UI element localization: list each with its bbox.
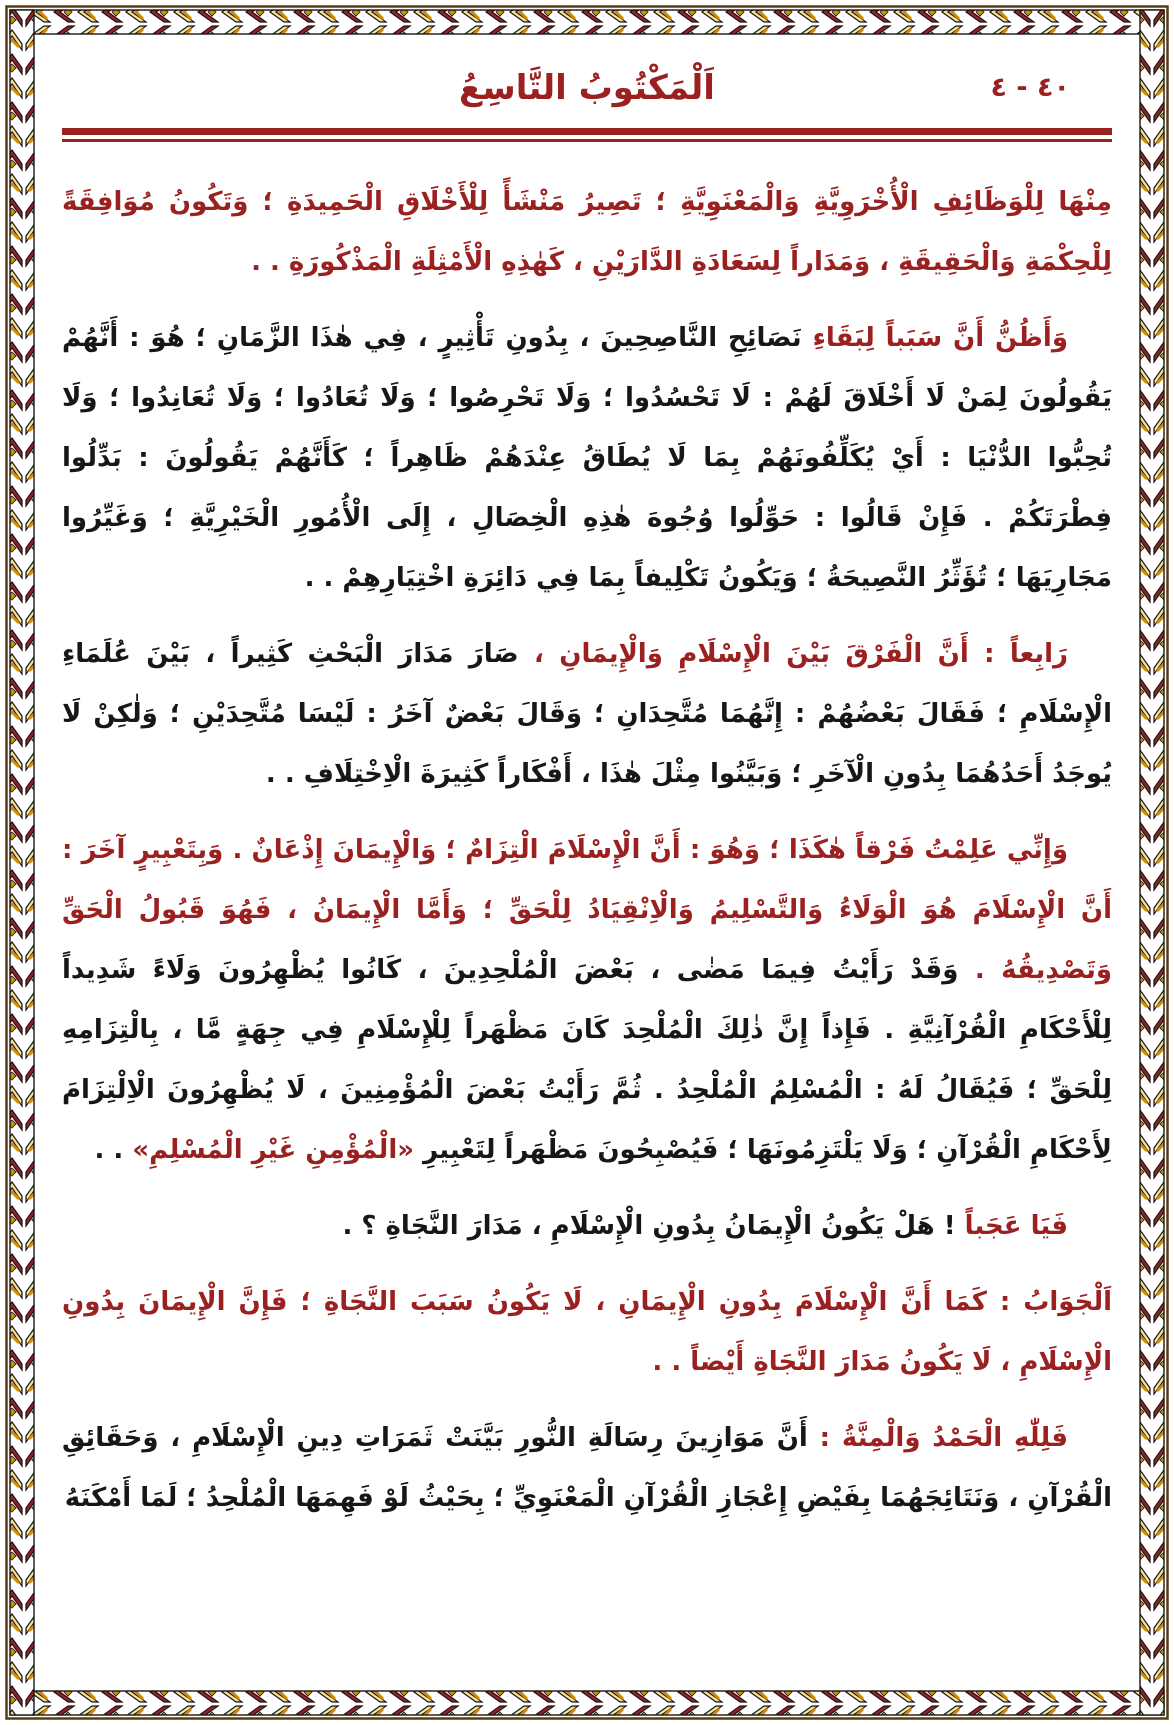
page-header (62, 56, 1112, 120)
paragraph (62, 308, 1112, 608)
text-segment: وَإِنِّي عَلِمْتُ فَرْقاً هٰكَذَا ؛ وَهُوَ : أَنَّ الْإِسْلَامَ الْتِزَامٌ ؛ وَالْإِيمَانَ إِذْعَانٌ . وَبِتَعْبِيرٍ آخَرَ : أَنَّ الْإِسْلَامَ هُوَ الْوَلَاءُ وَالتَّسْلِيمُ وَالْاِنْقِيَادُ لِلْحَقِّ ؛ وَأَمَّا الْإِيمَانُ ، فَهُوَ قَبُولُ الْحَقِّ وَتَصْدِيقُهُ . (62, 835, 1112, 985)
text-segment: صَارَ مَدَارَ الْبَحْثِ كَثِيراً ، بَيْنَ عُلَمَاءِ الْإِسْلَامِ ؛ فَقَالَ بَعْضُهُمْ : إِنَّهُمَا مُتَّحِدَانِ ؛ وَقَالَ بَعْضٌ آخَرُ : لَيْسَا مُتَّحِدَيْنِ ؛ وَلٰكِنْ لَا يُوجَدُ أَحَدُهُمَا بِدُونِ الْآخَرِ ؛ وَبَيَّنُوا مِثْلَ هٰذَا ، أَفْكَاراً كَثِيرَةَ الْاِخْتِلَافِ . . (62, 639, 1112, 789)
text-segment: . . (94, 1135, 133, 1165)
text-segment: وَقَدْ رَأَيْتُ فِيمَا مَضٰى ، بَعْضَ الْمُلْحِدِينَ ، كَانُوا يُظْهِرُونَ وَلَاءً شَدِيداً لِلْأَحْكَامِ الْقُرْآنِيَّةِ . فَإِذاً إِنَّ ذٰلِكَ الْمُلْحِدَ كَانَ مَظْهَراً لِلْإِسْلَامِ فِي جِهَةٍ مَّا ، بِالْتِزَامِهِ لِلْحَقِّ ؛ فَيُقَالُ لَهُ : الْمُسْلِمُ الْمُلْحِدُ . ثُمَّ رَأَيْتُ بَعْضَ الْمُؤْمِنِينَ ، لَا يُظْهِرُونَ الْاِلْتِزَامَ لِأَحْكَامِ الْقُرْآنِ ؛ وَلَا يَلْتَزِمُونَهَا ؛ فَيُصْبِحُونَ مَظْهَراً لِتَعْبِيرِ (62, 955, 1112, 1165)
page-title: اَلْمَكْتُوبُ التَّاسِعُ (459, 68, 715, 108)
text-segment: وَأَظُنُّ أَنَّ سَبَباً لِبَقَاءِ (801, 323, 1068, 353)
paragraph (62, 820, 1112, 1180)
text-segment: فَيَا عَجَباً (955, 1211, 1068, 1241)
text-segment: أَنَّ مَوَازِينَ رِسَالَةِ النُّورِ بَيَّنَتْ ثَمَرَاتِ دِينِ الْإِسْلَامِ ، وَحَقَائِقِ الْقُرْآنِ ، وَنَتَائِجَهُمَا بِفَيْضِ إِعْجَازِ الْقُرْآنِ الْمَعْنَوِيِّ ؛ بِحَيْثُ لَوْ فَهِمَهَا الْمُلْحِدُ ؛ لَمَا أَمْكَنَهُ (62, 1423, 1112, 1513)
text-segment: «الْمُؤْمِنِ غَيْرِ الْمُسْلِمِ» (132, 1135, 415, 1165)
document-body (62, 172, 1112, 1528)
header-rule-thick (62, 128, 1112, 135)
paragraph (62, 1196, 1112, 1256)
text-segment: ! هَلْ يَكُونُ الْإِيمَانُ بِدُونِ الْإِسْلَامِ ، مَدَارَ النَّجَاةِ ؟ . (342, 1211, 956, 1241)
header-rule-thin (62, 139, 1112, 142)
paragraph (62, 1408, 1112, 1528)
text-segment: رَابِعاً : أَنَّ الْفَرْقَ بَيْنَ الْإِسْلَامِ وَالْإِيمَانِ ، (518, 639, 1068, 669)
page-number: ٤٠ - ٤ (990, 72, 1070, 103)
text-segment: فَلِلّٰهِ الْحَمْدُ وَالْمِنَّةُ : (807, 1423, 1068, 1453)
page-content (62, 56, 1112, 1528)
text-segment: اَلْجَوَابُ : كَمَا أَنَّ الْإِسْلَامَ بِدُونِ الْإِيمَانِ ، لَا يَكُونُ سَبَبَ النَّجَاةِ ؛ فَإِنَّ الْإِيمَانَ بِدُونِ الْإِسْلَامِ ، لَا يَكُونُ مَدَارَ النَّجَاةِ أَيْضاً . . (62, 1287, 1112, 1377)
text-segment: مِنْهَا لِلْوَظَائِفِ الْأُخْرَوِيَّةِ وَالْمَعْنَوِيَّةِ ؛ تَصِيرُ مَنْشَأً لِلْأَخْلَاقِ الْحَمِيدَةِ ؛ وَتَكُونُ مُوَافِقَةً لِلْحِكْمَةِ وَالْحَقِيقَةِ ، وَمَدَاراً لِسَعَادَةِ الدَّارَيْنِ ، كَهٰذِهِ الْأَمْثِلَةِ الْمَذْكُورَةِ . . (62, 187, 1112, 277)
paragraph (62, 1272, 1112, 1392)
paragraph (62, 172, 1112, 292)
text-segment: نَصَائِحِ النَّاصِحِينَ ، بِدُونِ تَأْثِيرٍ ، فِي هٰذَا الزَّمَانِ ؛ هُوَ : أَنَّهُمْ يَقُولُونَ لِمَنْ لَا أَخْلَاقَ لَهُمْ : لَا تَحْسُدُوا ؛ وَلَا تَحْرِصُوا ؛ وَلَا تُعَادُوا ؛ وَلَا تُعَانِدُوا ؛ وَلَا تُحِبُّوا الدُّنْيَا : أَيْ يُكَلِّفُونَهُمْ بِمَا لَا يُطَاقُ عِنْدَهُمْ ظَاهِراً ؛ كَأَنَّهُمْ يَقُولُونَ : بَدِّلُوا فِطْرَتَكُمْ . فَإِنْ قَالُوا : حَوِّلُوا وُجُوهَ هٰذِهِ الْخِصَالِ ، إِلَى الْأُمُورِ الْخَيْرِيَّةِ ؛ وَغَيِّرُوا مَجَارِيَهَا ؛ تُؤَثِّرُ النَّصِيحَةُ ؛ وَيَكُونُ تَكْلِيفاً بِمَا فِي دَائِرَةِ اخْتِيَارِهِمْ . . (62, 323, 1112, 593)
paragraph (62, 624, 1112, 804)
